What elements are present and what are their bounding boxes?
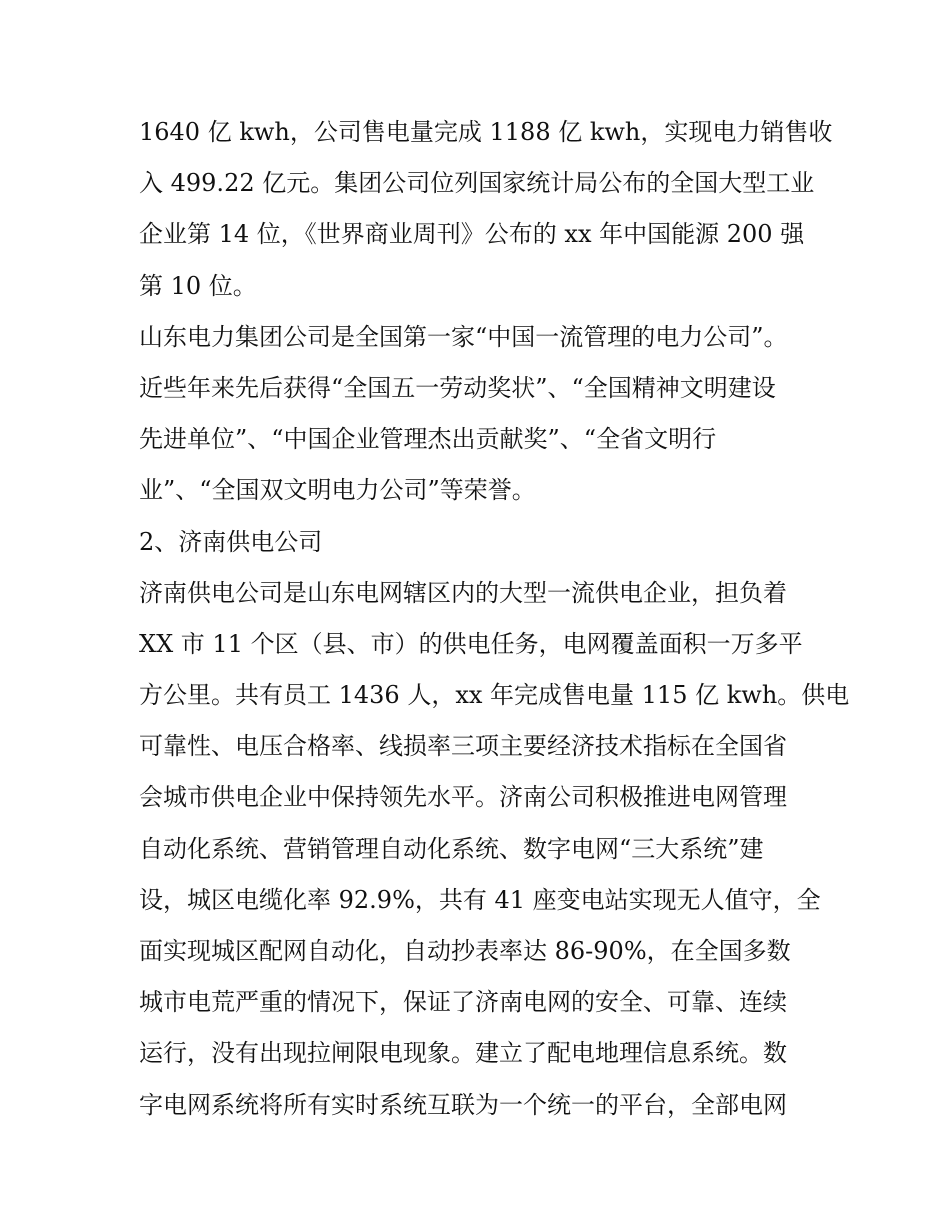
text-line: 入 499.22 亿元。集团公司位列国家统计局公布的全国大型工业 xyxy=(139,169,815,198)
document-body xyxy=(139,107,850,1131)
text-line: 业”、“全国双文明电力公司”等荣誉。 xyxy=(139,476,536,505)
text-line: XX 市 11 个区（县、市）的供电任务，电网覆盖面积一万多平 xyxy=(139,629,803,658)
text-line: 自动化系统、营销管理自动化系统、数字电网“三大系统”建 xyxy=(139,834,764,863)
text-line: 近些年来先后获得“全国五一劳动奖状”、“全国精神文明建设 xyxy=(139,373,776,402)
text-line: 山东电力集团公司是全国第一家“中国一流管理的电力公司”。 xyxy=(139,322,788,351)
text-line: 运行，没有出现拉闸限电现象。建立了配电地理信息系统。数 xyxy=(139,1039,787,1068)
text-line: 方公里。共有员工 1436 人，xx 年完成售电量 115 亿 kwh。供电 xyxy=(139,681,850,710)
section-heading: 2、济南供电公司 xyxy=(139,527,323,556)
text-line: 会城市供电企业中保持领先水平。济南公司积极推进电网管理 xyxy=(139,783,787,812)
text-line: 可靠性、电压合格率、线损率三项主要经济技术指标在全国省 xyxy=(139,732,787,761)
text-line: 城市电荒严重的情况下，保证了济南电网的安全、可靠、连续 xyxy=(139,988,787,1017)
text-line: 面实现城区配网自动化，自动抄表率达 86-90%，在全国多数 xyxy=(139,937,791,965)
text-line: 第 10 位。 xyxy=(139,271,257,300)
text-line: 先进单位”、“中国企业管理杰出贡献奖”、“全省文明行 xyxy=(139,425,717,454)
text-line: 字电网系统将所有实时系统互联为一个统一的平台，全部电网 xyxy=(139,1090,787,1119)
text-line: 济南供电公司是山东电网辖区内的大型一流供电企业，担负着 xyxy=(139,578,787,607)
text-line: 1640 亿 kwh，公司售电量完成 1188 亿 kwh，实现电力销售收 xyxy=(139,118,833,146)
text-line: 企业第 14 位，《世界商业周刊》公布的 xx 年中国能源 200 强 xyxy=(139,220,805,249)
text-line: 设，城区电缆化率 92.9%，共有 41 座变电站实现无人值守，全 xyxy=(139,885,821,914)
